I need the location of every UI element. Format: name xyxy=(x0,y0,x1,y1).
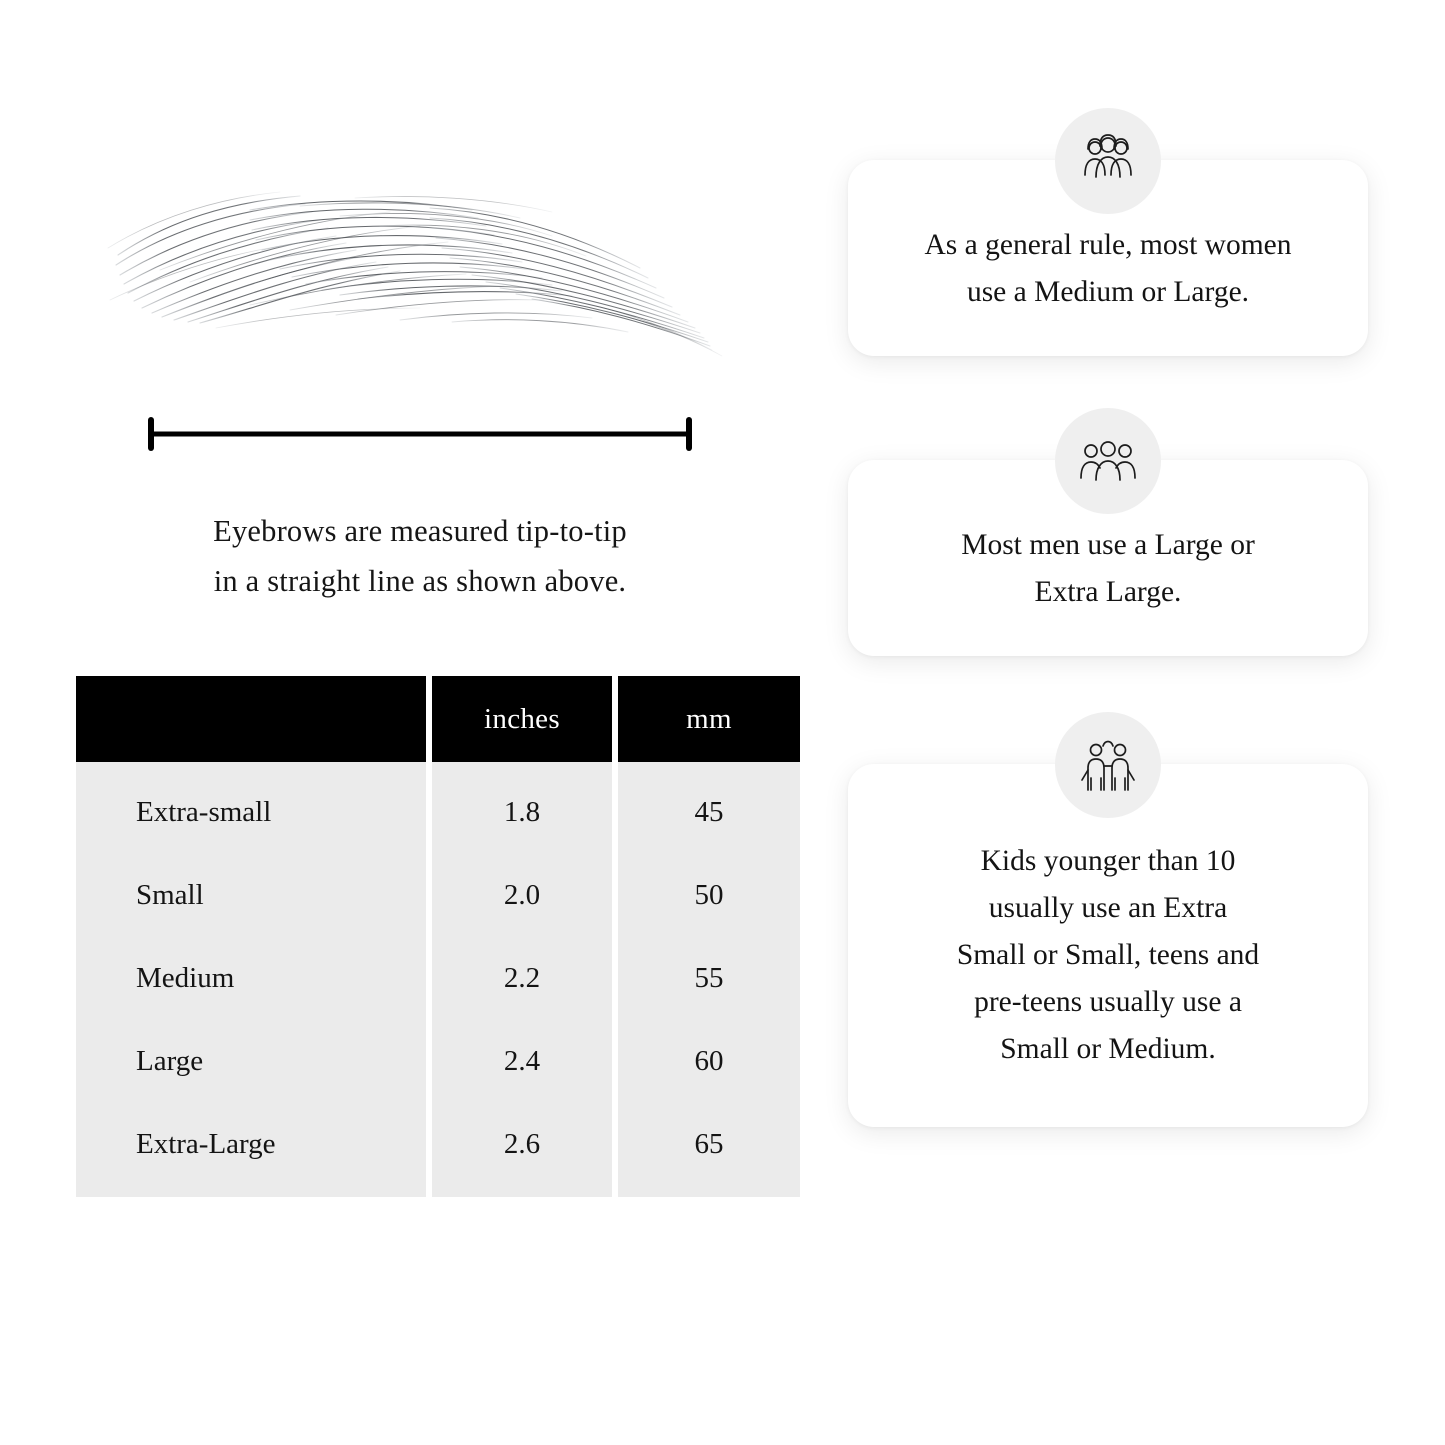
row-size-name: Medium xyxy=(76,937,426,1020)
measurement-caption xyxy=(70,506,770,606)
row-size-name: Small xyxy=(76,854,426,937)
kids-group-icon xyxy=(1055,712,1161,818)
row-size-name: Extra-Large xyxy=(76,1103,426,1197)
table-header-row xyxy=(76,676,800,762)
row-mm: 60 xyxy=(618,1020,800,1103)
caption-line-2: in a straight line as shown above. xyxy=(213,564,627,598)
info-kids-line-2: usually use an Extra xyxy=(988,892,1228,924)
info-women-line-1: As a general rule, most women xyxy=(924,229,1292,261)
info-kids-line-3: Small or Small, teens and xyxy=(956,939,1260,971)
table-row xyxy=(76,854,800,937)
row-mm: 50 xyxy=(618,854,800,937)
table-header-inches: inches xyxy=(432,676,612,762)
caption-line-1: Eyebrows are measured tip-to-tip xyxy=(213,514,627,548)
info-kids-line-4: pre-teens usually use a xyxy=(974,986,1242,1018)
table-header-mm: mm xyxy=(618,676,800,762)
table-row xyxy=(76,1020,800,1103)
size-table xyxy=(70,676,806,1197)
info-women-line-2: use a Medium or Large. xyxy=(966,276,1250,308)
row-inches: 2.6 xyxy=(432,1103,612,1197)
row-inches: 2.0 xyxy=(432,854,612,937)
row-size-name: Large xyxy=(76,1020,426,1103)
eyebrow-illustration xyxy=(100,150,740,400)
row-inches: 2.4 xyxy=(432,1020,612,1103)
row-mm: 45 xyxy=(618,762,800,854)
row-inches: 2.2 xyxy=(432,937,612,1020)
table-row xyxy=(76,1103,800,1197)
info-men-line-2: Extra Large. xyxy=(1034,576,1182,608)
table-header-name xyxy=(76,676,426,762)
info-kids-line-5: Small or Medium. xyxy=(1000,1033,1216,1065)
table-row xyxy=(76,937,800,1020)
right-column xyxy=(848,160,1368,1205)
row-inches: 1.8 xyxy=(432,762,612,854)
info-card-kids xyxy=(848,764,1368,1127)
info-block-women xyxy=(848,160,1368,356)
row-mm: 55 xyxy=(618,937,800,1020)
info-kids-line-1: Kids younger than 10 xyxy=(980,845,1236,877)
info-men-line-1: Most men use a Large or xyxy=(961,529,1255,561)
info-block-kids xyxy=(848,764,1368,1127)
table-row xyxy=(76,762,800,854)
men-group-icon xyxy=(1055,408,1161,514)
row-mm: 65 xyxy=(618,1103,800,1197)
left-column xyxy=(70,150,770,1197)
info-block-men xyxy=(848,460,1368,656)
measurement-ruler-icon xyxy=(145,414,695,454)
row-size-name: Extra-small xyxy=(76,762,426,854)
women-group-icon xyxy=(1055,108,1161,214)
